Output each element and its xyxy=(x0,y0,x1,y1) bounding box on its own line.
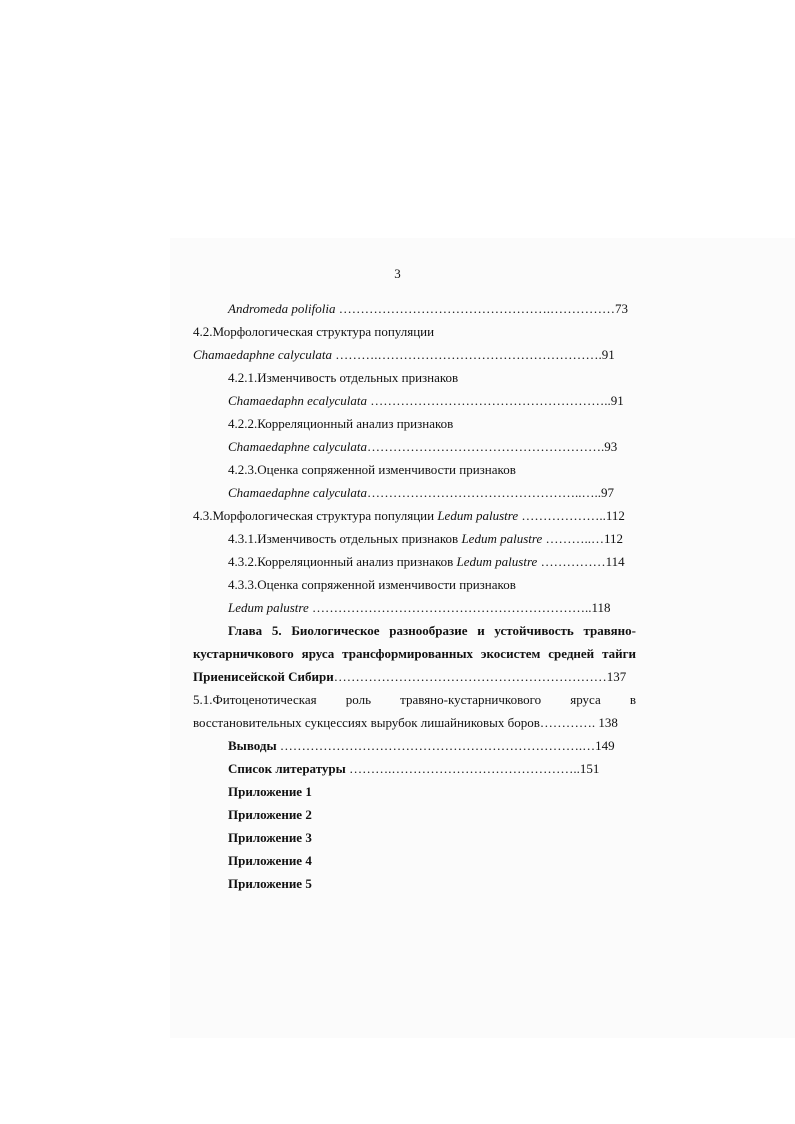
toc-entry-title: 4.2.Морфологическая структура популяции xyxy=(193,324,435,339)
toc-entry xyxy=(193,714,618,732)
toc-entry xyxy=(193,346,615,364)
toc-entry-title: Выводы xyxy=(228,738,277,753)
toc-entry-leader: ……………………………………………………….. xyxy=(308,600,592,615)
toc-entry-title: Andromeda polifolia xyxy=(228,301,336,316)
toc-entry-title: Ledum palustre xyxy=(228,600,309,615)
toc-appendix: Приложение 2 xyxy=(228,807,312,822)
toc-entry-page: 93 xyxy=(604,439,618,454)
toc-entry-page: 118 xyxy=(591,600,611,615)
toc-entry-title: 4.3.3.Оценка сопряженной изменчивости признаков xyxy=(228,577,516,592)
toc-entry-leader: ……………………………………………………… xyxy=(333,669,607,684)
toc-entry-page: 149 xyxy=(595,738,615,753)
chapter-heading-line: кустарничкового яруса трансформированных экосистем средней тайги xyxy=(193,646,636,661)
toc-entry-page: 137 xyxy=(606,669,627,684)
toc-entry-title: 5.1.Фитоценотическая роль травяно-кустарничкового яруса в xyxy=(193,692,636,707)
toc-entry xyxy=(193,323,434,341)
page-number: 3 xyxy=(394,266,401,281)
toc-entry-leader: ……………….. xyxy=(518,508,606,523)
toc-entry-leader: …………………………………………………………….… xyxy=(276,738,596,753)
toc-entry-title: 4.2.3.Оценка сопряженной изменчивости признаков xyxy=(228,462,516,477)
toc-entry-title: Chamaedaphne calyculata xyxy=(228,439,367,454)
toc-entry-page: 112 xyxy=(605,508,625,523)
toc-entry-species: Ledum palustre xyxy=(437,508,519,523)
toc-entry-leader: ……….……………………………………………. xyxy=(332,347,602,362)
toc-appendix: Приложение 4 xyxy=(228,853,312,868)
toc-entry-species: Ledum palustre xyxy=(461,531,543,546)
toc-appendix: Приложение 5 xyxy=(228,876,312,891)
toc-entry-leader: ………………………………………………. xyxy=(367,439,605,454)
toc-entry-title: 4.2.1.Изменчивость отдельных признаков xyxy=(228,370,459,385)
toc-entry-title: 4.3.Морфологическая структура популяции xyxy=(193,508,438,523)
toc-entry-page: 91 xyxy=(601,347,615,362)
toc-entry xyxy=(228,484,614,502)
toc-entry-leader: …………. xyxy=(539,715,599,730)
toc-entry-page: 91 xyxy=(610,393,624,408)
toc-entry xyxy=(228,553,625,571)
toc-entry xyxy=(228,300,628,318)
toc-entry xyxy=(193,668,626,686)
toc-entry xyxy=(228,576,516,594)
toc-entry-page: 112 xyxy=(603,531,624,546)
toc-entry-species: Ledum palustre xyxy=(456,554,538,569)
toc-entry-title: Список литературы xyxy=(228,761,346,776)
toc-entry xyxy=(228,461,516,479)
toc-entry xyxy=(228,369,458,387)
toc-entry-page: 138 xyxy=(598,715,618,730)
toc-entry-title: Chamaedaphne calyculata xyxy=(228,485,367,500)
toc-entry xyxy=(228,530,623,548)
toc-entry-title: 4.2.2.Корреляционный анализ признаков xyxy=(228,416,454,431)
toc-appendix: Приложение 3 xyxy=(228,830,312,845)
toc-entry xyxy=(228,415,453,433)
toc-entry-title: восстановительных сукцессиях вырубок лишайниковых боров xyxy=(193,715,540,730)
toc-entry-leader: …………… xyxy=(537,554,606,569)
toc-entry xyxy=(228,760,599,778)
toc-entry xyxy=(228,599,611,617)
toc-entry-leader: ………………………………………….…………… xyxy=(335,301,615,316)
toc-entry xyxy=(228,392,624,410)
toc-entry-title: Приенисейской Сибири xyxy=(193,669,334,684)
toc-entry xyxy=(228,737,615,755)
toc-entry-leader: ……………………………………………….. xyxy=(367,393,611,408)
toc-entry-leader: ………..… xyxy=(542,531,604,546)
toc-entry-title: Chamaedaphne calyculata xyxy=(193,347,332,362)
toc-entry-page: 73 xyxy=(615,301,628,316)
toc-appendix: Приложение 1 xyxy=(228,784,312,799)
toc-entry-page: 114 xyxy=(605,554,625,569)
toc-entry-title: Chamaedaphn ecalyculata xyxy=(228,393,367,408)
toc-entry-leader: ……….…………………………………….. xyxy=(345,761,580,776)
toc-entry-page: 151 xyxy=(579,761,600,776)
chapter-heading-line: Глава 5. Биологическое разнообразие и устойчивость травяно- xyxy=(228,623,636,638)
toc-entry-title: 4.3.1.Изменчивость отдельных признаков xyxy=(228,531,462,546)
toc-entry xyxy=(193,507,625,525)
toc-entry-page: 97 xyxy=(601,485,614,500)
toc-entry xyxy=(228,438,617,456)
toc-entry-title: 4.3.2.Корреляционный анализ признаков xyxy=(228,554,457,569)
toc-entry-leader: …………………………………………..….. xyxy=(367,485,601,500)
